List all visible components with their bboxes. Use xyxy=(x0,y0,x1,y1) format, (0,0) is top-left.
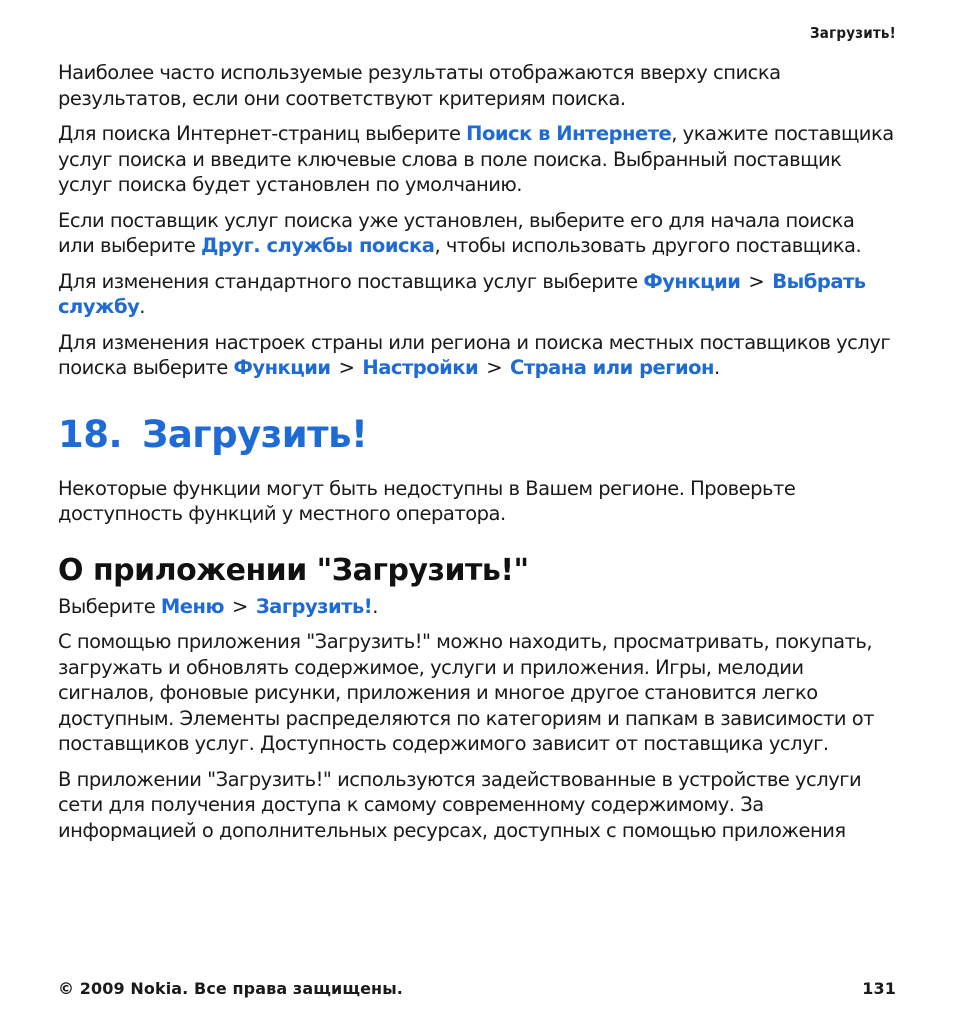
page-number: 131 xyxy=(862,979,896,998)
manual-page xyxy=(58,0,896,1036)
text: , чтобы использовать другого поставщика. xyxy=(434,234,862,257)
chapter-title xyxy=(58,413,896,457)
page-content xyxy=(58,60,896,853)
text: . xyxy=(713,356,720,379)
paragraph-other-services xyxy=(58,208,896,259)
link-functions[interactable]: Функции xyxy=(643,269,741,293)
paragraph-region-settings xyxy=(58,330,896,381)
paragraph-results: Наиболее часто используемые результаты отображаются вверху списка результатов, если они соответствуют критериям поиска. xyxy=(58,61,781,110)
page-footer xyxy=(58,979,896,998)
path-separator: > xyxy=(748,269,765,293)
text: Если поставщик услуг поиска уже установлен, выберите его для начала поиска или выберите xyxy=(58,208,855,257)
paragraph-app-description: С помощью приложения "Загрузить!" можно находить, просматривать, покупать, загружать и обновлять содержимое, услуги и приложения. Игры, мелодии сигналов, фоновые рисунки, приложения и многое другое становится легко доступным. Элементы распределяются по категориям и папкам в зависимости от поставщиков услуг. Доступность содержимого зависит от поставщика услуг. xyxy=(58,630,875,755)
text: , укажите поставщика услуг поиска и введите ключевые слова в поле поиска. Выбранный поставщик услуг поиска будет установлен по умолчанию. xyxy=(58,122,894,196)
text: . xyxy=(372,594,378,618)
text: Выберите xyxy=(58,594,161,618)
link-select-service[interactable]: Выбрать службу xyxy=(58,269,866,318)
copyright: © 2009 Nokia. Все права защищены. xyxy=(58,979,403,998)
paragraph-menu-path xyxy=(58,594,896,620)
text: Для изменения стандартного поставщика услуг выберите xyxy=(58,269,644,293)
text: . xyxy=(139,295,145,318)
chapter-number: 18. xyxy=(58,412,123,456)
text: Для поиска Интернет-страниц выберите xyxy=(58,122,467,145)
path-separator: > xyxy=(231,594,248,618)
paragraph-network-services: В приложении "Загрузить!" используются задействованные в устройстве услуги сети для получения доступа к самому современному содержимому. За информацией о дополнительных ресурсах, доступных с помощью приложения xyxy=(58,767,862,842)
link-country-region[interactable]: Страна или регион xyxy=(510,356,714,379)
paragraph-change-provider xyxy=(58,269,896,320)
chapter-name: Загрузить! xyxy=(142,412,368,456)
running-header: Загрузить! xyxy=(809,24,896,42)
link-web-search[interactable]: Поиск в Интернете xyxy=(466,122,672,145)
link-download[interactable]: Загрузить! xyxy=(255,594,373,618)
path-separator: > xyxy=(486,356,503,379)
paragraph-availability: Некоторые функции могут быть недоступны в Вашем регионе. Проверьте доступность функций у местного оператора. xyxy=(58,476,796,525)
link-settings[interactable]: Настройки xyxy=(362,356,479,379)
text: Для изменения настроек страны или региона и поиска местных поставщиков услуг поиска выберите xyxy=(58,330,891,379)
link-other-search-services[interactable]: Друг. службы поиска xyxy=(201,234,435,257)
paragraph-web-search xyxy=(58,121,896,198)
link-functions[interactable]: Функции xyxy=(233,356,331,379)
section-title: О приложении "Загрузить!" xyxy=(58,552,529,588)
path-separator: > xyxy=(338,356,355,379)
link-menu[interactable]: Меню xyxy=(160,594,224,618)
